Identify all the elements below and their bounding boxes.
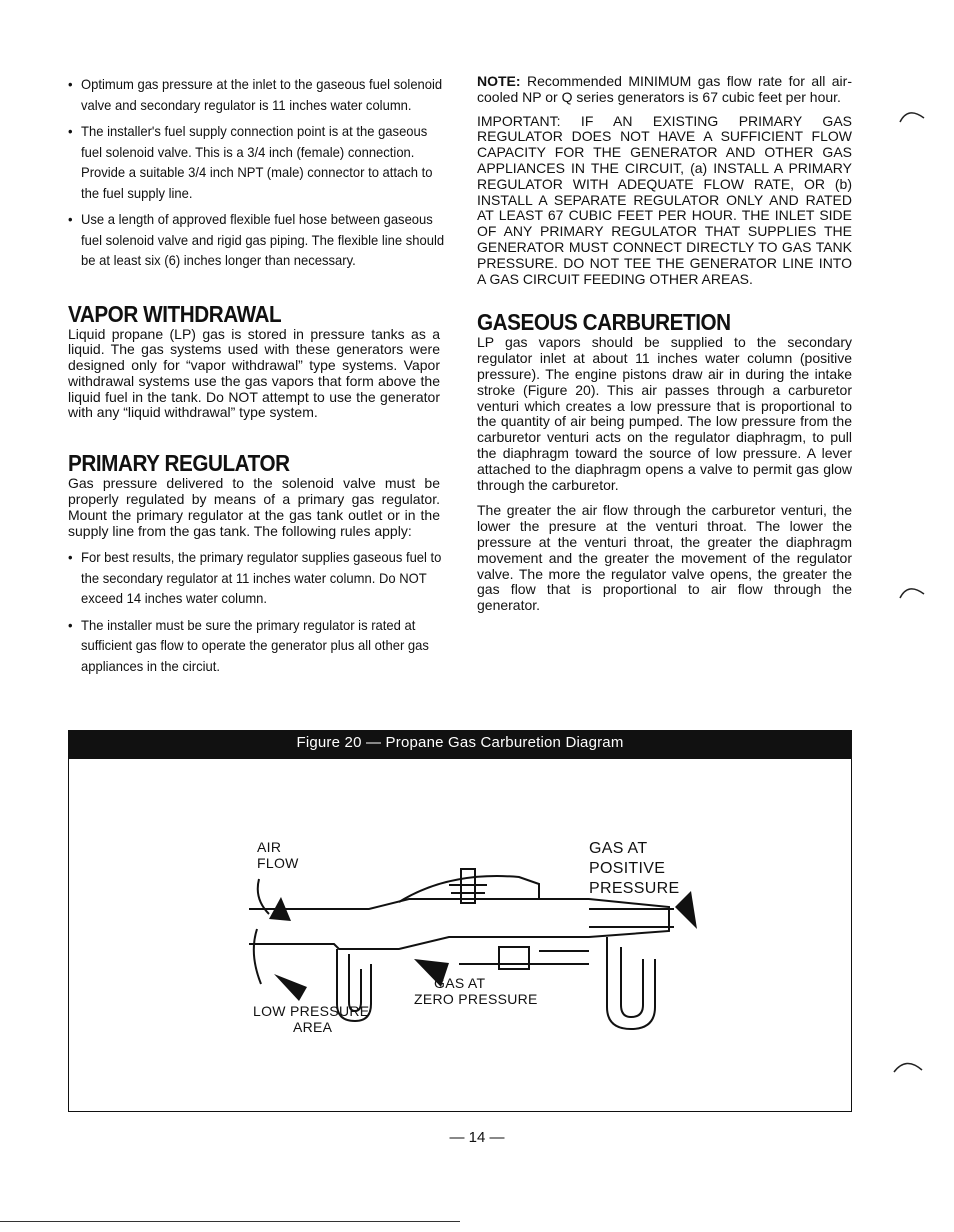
- gaseous-carburetion-heading: GASEOUS CARBURETION: [477, 309, 731, 336]
- figure-20: [68, 730, 852, 1112]
- primary-regulator-text: Gas pressure delivered to the solenoid valve must be properly regulated by means of a primary gas regulator. Mount the primary regulator at the gas tank outlet or in the supply line from the gas tank. The following rules apply:: [68, 475, 440, 539]
- primary-regulator-bullet-list: [68, 547, 440, 676]
- left-column: [68, 74, 445, 682]
- list-item: • The installer's fuel supply connection point is at the gaseous fuel solenoid valve. This is a 3/4 inch (female) connection. Provide a suitable 3/4 inch NPT (male) connector to attach to the fuel supply line.: [68, 121, 451, 203]
- carburetion-paragraph-2: The greater the air flow through the carburetor venturi, the lower the presure at the venturi throat. The lower the pressure at the venturi throat, the greater the diaphragm movement and the greater the movement of the regulator valve. The more the regulator valve opens, the greater the gas flow that is proportional to air flow through the generator.: [477, 502, 852, 614]
- air-flow-label: AIR FLOW: [257, 839, 299, 871]
- margin-mark: [898, 104, 928, 124]
- note-text: Recommended MINIMUM gas flow rate for all air-cooled NP or Q series generators is 67 cubic feet per hour.: [477, 73, 852, 105]
- low-pressure-area-label: LOW PRESSURE AREA: [253, 1003, 370, 1035]
- gas-zero-pressure-label: GAS AT ZERO PRESSURE: [414, 975, 538, 1007]
- gas-positive-pressure-label: GAS AT POSITIVE PRESSURE: [589, 840, 680, 897]
- carburetion-diagram: [69, 759, 850, 1111]
- bottom-rule: [0, 1221, 460, 1222]
- page-number: — 14 —: [449, 1129, 505, 1146]
- right-u-tube: [607, 937, 655, 1029]
- list-item: • Optimum gas pressure at the inlet to the gaseous fuel solenoid valve and secondary regulator is 11 inches water column.: [68, 74, 451, 115]
- intro-bullet-list: [68, 74, 445, 271]
- margin-mark: [892, 1056, 926, 1076]
- list-item: • For best results, the primary regulator supplies gaseous fuel to the secondary regulator at 11 inches water column. Do NOT exceed 14 inches water column.: [68, 547, 451, 609]
- arrow-head-low-pressure: [274, 974, 307, 1001]
- carburetion-paragraph-1: LP gas vapors should be supplied to the secondary regulator inlet at about 11 inches water column (positive pressure). The engine pistons draw air in during the intake stroke (Figure 20). This air passes through a carburetor venturi which creates a low pressure that is proportional to the quantity of air being pumped. The low pressure from the carburetor venturi acts on the regulator diaphragm, to pull the diaphragm toward the source of low pressure. A lever attached to the diaphragm opens a valve to permit gas glow through the carburetor.: [477, 334, 852, 493]
- note-label: NOTE:: [477, 73, 521, 89]
- list-item: • The installer must be sure the primary regulator is rated at sufficient gas flow to operate the generator plus all other gas appliances in the circiut.: [68, 615, 451, 677]
- figure-title: Figure 20 — Propane Gas Carburetion Diagram: [69, 731, 851, 759]
- list-item: • Use a length of approved flexible fuel hose between gaseous fuel solenoid valve and rigid gas piping. The flexible line should be at least six (6) inches longer than necessary.: [68, 209, 451, 271]
- primary-regulator-heading: PRIMARY REGULATOR: [68, 450, 290, 477]
- vapor-withdrawal-heading: VAPOR WITHDRAWAL: [68, 300, 282, 327]
- right-column: [477, 74, 852, 614]
- regulator-valve: [499, 947, 529, 969]
- vapor-withdrawal-text: Liquid propane (LP) gas is stored in pressure tanks as a liquid. The gas systems used with these generators were designed only for “vapor withdrawal” type systems. Vapor withdrawal systems use the gas vapors that form above the liquid fuel in the tank. Do NOT attempt to use the generator with any “liquid withdrawal” type system.: [68, 325, 440, 421]
- margin-mark: [898, 580, 928, 600]
- note-paragraph: [477, 74, 852, 106]
- important-notice: IMPORTANT: IF AN EXISTING PRIMARY GAS REGULATOR DOES NOT HAVE A SUFFICIENT FLOW CAPACITY FOR THE GENERATOR AND OTHER GAS APPLIANCES IN THE CIRCUIT, (a) INSTALL A PRIMARY REGULATOR WITH ADEQUATE FLOW RATE, OR (b) INSTALL A SEPARATE REGULATOR ONLY AND RATED AT LEAST 67 CUBIC FEET PER HOUR. THE INLET SIDE OF ANY PRIMARY REGULATOR THAT SUPPLIES THE GENERATOR MUST CONNECT DIRECTLY TO GAS TANK PRESSURE. DO NOT TEE THE GENERATOR LINE INTO A GAS CIRCUIT FEEDING OTHER AREAS.: [477, 112, 852, 287]
